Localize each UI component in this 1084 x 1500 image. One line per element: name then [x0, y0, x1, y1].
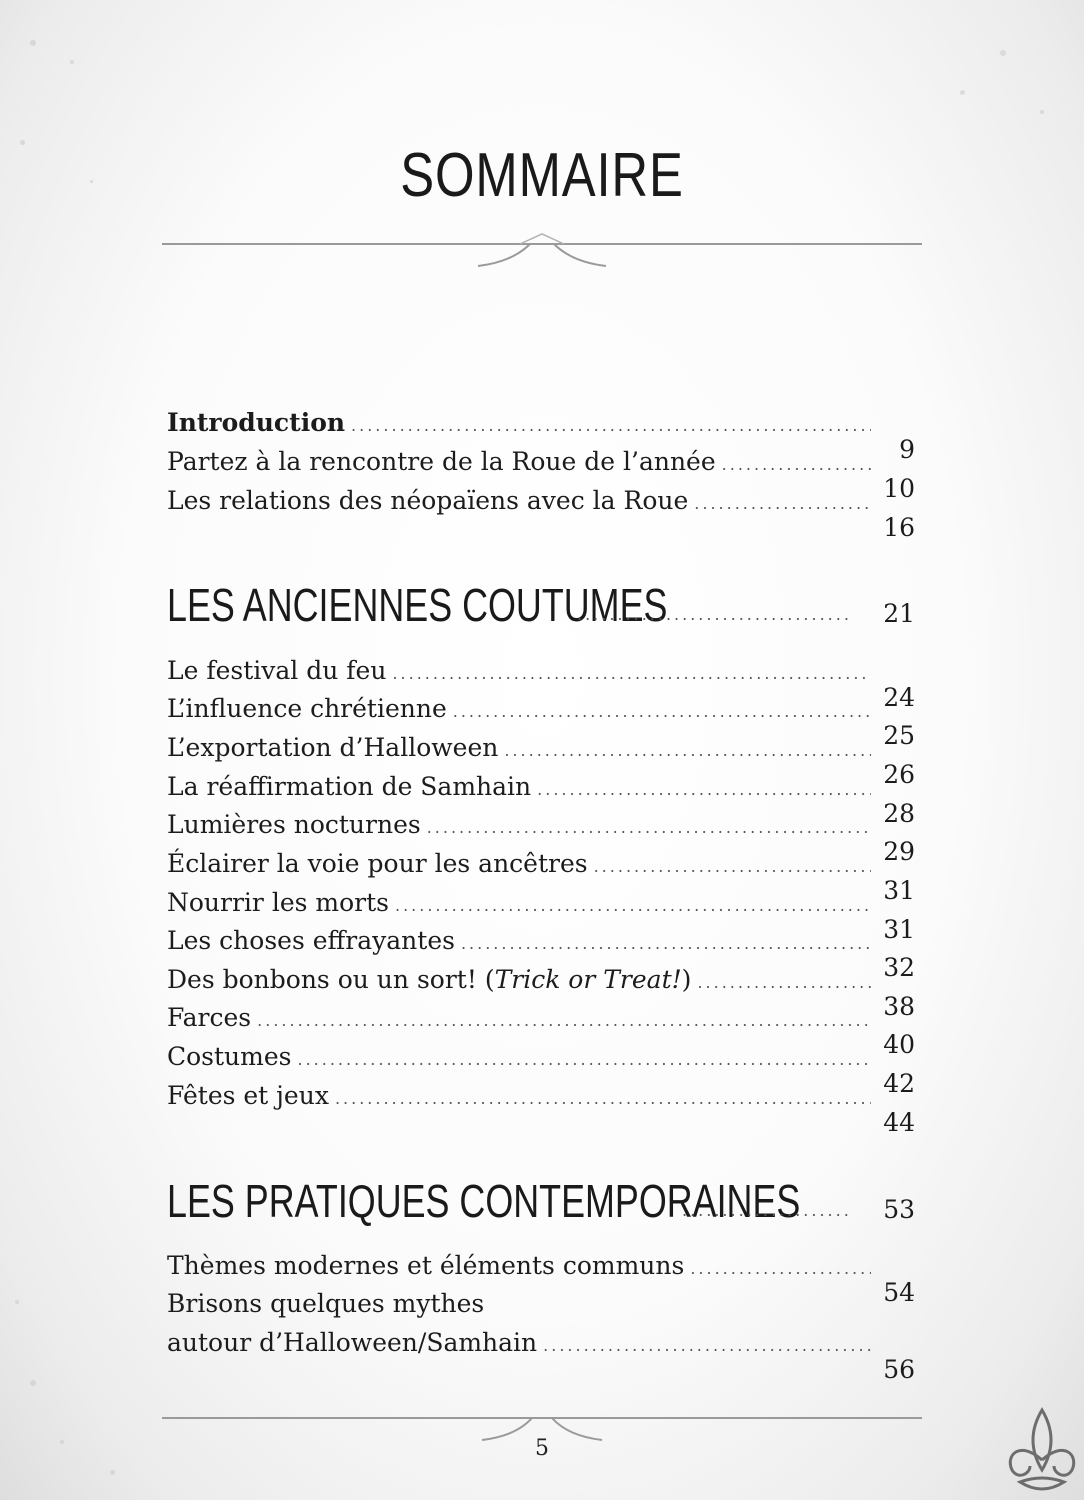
toc-entry-page: 10 [883, 474, 915, 503]
label-suffix: ) [681, 965, 692, 994]
speck [15, 1300, 19, 1304]
toc-entry-page: 32 [883, 953, 915, 982]
speck [20, 140, 25, 145]
toc-entry[interactable] [167, 1077, 915, 1137]
toc-entry-page: 9 [899, 435, 915, 464]
dot-leader [537, 771, 871, 809]
toc-entry-label: La réaffirmation de Samhain [167, 772, 532, 801]
toc-entry-line1[interactable] [167, 1285, 915, 1323]
speck [90, 180, 93, 183]
dot-leader [682, 1201, 849, 1220]
toc-entry-page: 26 [883, 760, 915, 789]
speck [70, 60, 74, 64]
toc-entry-label: L’influence chrétienne [167, 694, 447, 723]
page-title: SOMMAIRE [400, 141, 684, 210]
toc-entry-label: Partez à la rencontre de la Roue de l’année [167, 447, 716, 476]
toc-section-pratiques-contemporaines[interactable] [167, 1174, 915, 1234]
dot-leader [694, 485, 871, 523]
dot-leader [427, 809, 871, 847]
speck [1040, 110, 1044, 114]
section-page: 21 [883, 599, 915, 628]
toc-entry-label: Nourrir les morts [167, 888, 389, 917]
section-title: LES PRATIQUES CONTEMPORAINES [167, 1175, 801, 1227]
label-prefix: Des bonbons ou un sort! ( [167, 965, 495, 994]
toc-entry-label: Thèmes modernes et éléments communs [167, 1251, 685, 1280]
toc-entry-page: 24 [883, 683, 915, 712]
toc-entry-label: L’exportation d’Halloween [167, 733, 499, 762]
toc-entry-label: Lumières nocturnes [167, 810, 421, 839]
dot-leader [395, 887, 871, 925]
dot-leader [351, 407, 871, 445]
dot-leader [335, 1080, 871, 1118]
speck [30, 1380, 36, 1386]
dot-leader [298, 1041, 872, 1079]
toc-entry-label: Éclairer la voie pour les ancêtres [167, 849, 588, 878]
toc-entry-page: 54 [883, 1278, 915, 1307]
section-title: LES ANCIENNES COUTUMES [167, 579, 668, 631]
speck [30, 40, 36, 46]
toc-entry-label: Brisons quelques mythes [167, 1289, 485, 1318]
dot-leader [504, 732, 871, 770]
toc-entry-page: 44 [883, 1108, 915, 1137]
toc-entry-page: 38 [883, 992, 915, 1021]
toc-entry-label: Les relations des néopaïens avec la Roue [167, 486, 689, 515]
toc-entry-label: Fêtes et jeux [167, 1081, 329, 1110]
toc-entry-label: Introduction [167, 408, 346, 437]
toc-entry-page: 28 [883, 799, 915, 828]
label-italic: Trick or Treat! [494, 965, 682, 994]
toc-entry-page: 31 [883, 915, 915, 944]
dot-leader [543, 1327, 871, 1365]
toc-entry[interactable] [167, 1324, 915, 1384]
fleur-de-lis-icon [1000, 1400, 1084, 1500]
toc-entry-page: 31 [883, 876, 915, 905]
dot-leader [461, 925, 871, 963]
toc-entry-page: 16 [883, 513, 915, 542]
toc-entry-page: 29 [883, 837, 915, 866]
toc-entry-label: Costumes [167, 1042, 292, 1071]
toc-entry-label: Farces [167, 1003, 252, 1032]
toc-entry[interactable] [167, 482, 915, 542]
speck [960, 90, 965, 95]
section-page: 53 [883, 1195, 915, 1224]
dot-leader [257, 1002, 871, 1040]
speck [110, 1470, 115, 1475]
toc-entry-page: 40 [883, 1030, 915, 1059]
dot-leader [690, 1250, 871, 1288]
toc-entry-label [167, 961, 691, 999]
toc-entry-label: Le festival du feu [167, 656, 387, 685]
dot-leader [392, 655, 871, 693]
toc-section-anciennes-coutumes[interactable] [167, 578, 915, 638]
toc-entry-label: autour d’Halloween/Samhain [167, 1328, 538, 1357]
toc-entry-page: 42 [883, 1069, 915, 1098]
toc-entry-page: 56 [883, 1355, 915, 1384]
dot-leader [594, 848, 871, 886]
toc-entry-label: Les choses effrayantes [167, 926, 455, 955]
dot-leader [453, 693, 871, 731]
dot-leader [577, 605, 849, 624]
speck [1000, 50, 1006, 56]
toc-entry-page: 25 [883, 721, 915, 750]
dot-leader [722, 446, 871, 484]
dot-leader [697, 964, 871, 1002]
page-number: 5 [535, 1436, 549, 1461]
top-ornament-divider [160, 232, 924, 272]
